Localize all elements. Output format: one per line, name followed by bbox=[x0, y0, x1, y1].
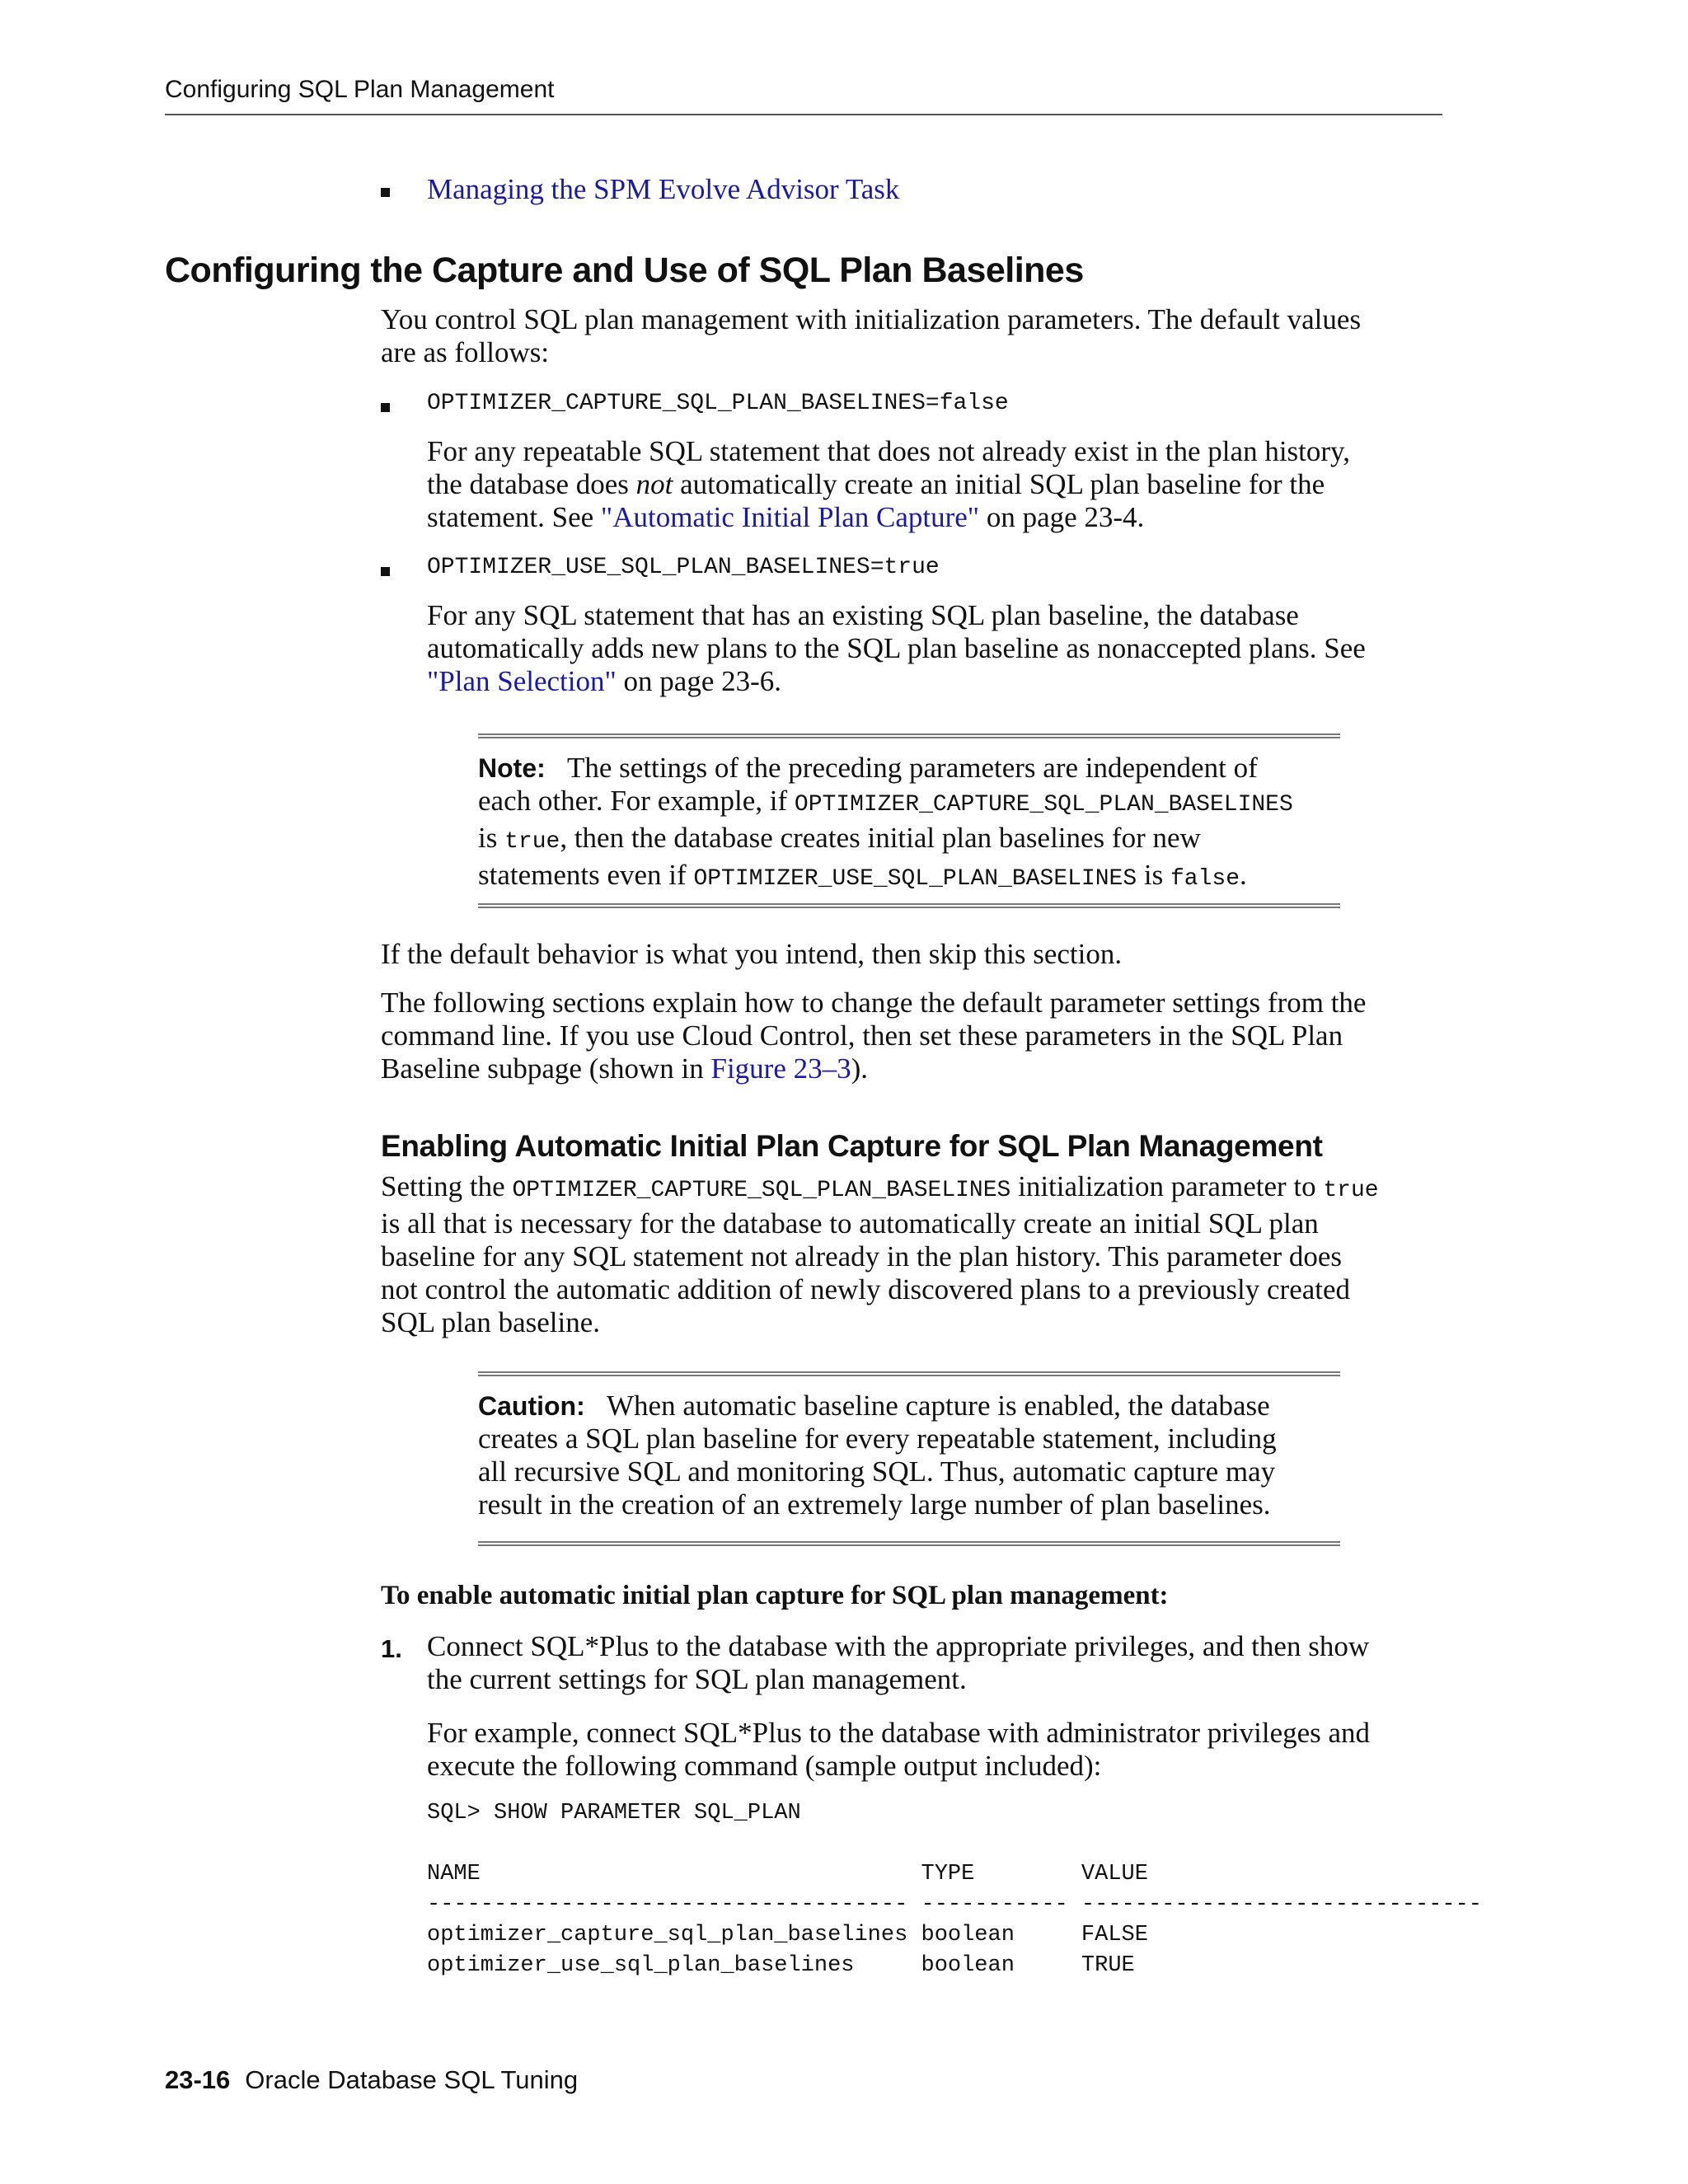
param-use-description bbox=[427, 599, 1366, 698]
subsection-heading: Enabling Automatic Initial Plan Capture for SQL Plan Management bbox=[381, 1129, 1323, 1163]
caution-box bbox=[478, 1371, 1340, 1546]
running-header: Configuring SQL Plan Management bbox=[165, 76, 555, 103]
inline-code: true bbox=[1323, 1178, 1379, 1203]
bullet-icon bbox=[381, 567, 390, 576]
link-plan-selection[interactable]: "Plan Selection" bbox=[427, 665, 617, 697]
step-number: 1. bbox=[381, 1634, 402, 1663]
header-rule bbox=[165, 114, 1442, 115]
note-text: Note: The settings of the preceding parameters are independent of each other. For example, if OPTIMIZER_CAPTURE_SQL_PLAN_BASELINES is true, then the database creates initial plan baselines for new statements even if OPTIMIZER_USE_SQL_PLAN_BASELINES is false. bbox=[478, 752, 1293, 892]
param-capture-line: the database does not automatically create an initial SQL plan baseline for the bbox=[427, 468, 1325, 500]
param-capture-code: OPTIMIZER_CAPTURE_SQL_PLAN_BASELINES=false bbox=[427, 391, 1009, 416]
inline-code: OPTIMIZER_CAPTURE_SQL_PLAN_BASELINES bbox=[512, 1178, 1011, 1203]
caution-text: Caution: When automatic baseline capture is enabled, the database creates a SQL plan baseline for every repeatable statement, including all recursive SQL and monitoring SQL. Thus, automatic capture may result in the creation of an extremely large number of plan baselines. bbox=[478, 1390, 1277, 1521]
toc-link-spm-evolve-advisor[interactable]: Managing the SPM Evolve Advisor Task bbox=[427, 173, 900, 205]
note-label: Note: bbox=[478, 753, 546, 783]
skip-paragraph: If the default behavior is what you intend, then skip this section. bbox=[381, 938, 1123, 970]
following-paragraph: The following sections explain how to change the default parameter settings from the command line. If you use Cloud Control, then set these parameters in the SQL Plan Baseline subpage (shown in Figure 23–3). bbox=[381, 987, 1367, 1085]
bullet-icon bbox=[381, 188, 390, 197]
section-heading: Configuring the Capture and Use of SQL Plan Baselines bbox=[165, 251, 1084, 290]
inline-code: OPTIMIZER_CAPTURE_SQL_PLAN_BASELINES bbox=[794, 792, 1293, 818]
step-1-example: For example, connect SQL*Plus to the database with administrator privileges and execute the following command (sample output included): bbox=[427, 1717, 1371, 1782]
link-figure-23-3[interactable]: Figure 23–3 bbox=[710, 1052, 851, 1085]
emphasis-not: not bbox=[635, 468, 673, 500]
caution-label: Caution: bbox=[478, 1391, 585, 1421]
step-1-text: Connect SQL*Plus to the database with the appropriate privileges, and then show the current settings for SQL plan management. bbox=[427, 1630, 1370, 1695]
param-capture-line: statement. See "Automatic Initial Plan Capture" on page 23-4. bbox=[427, 501, 1145, 533]
inline-code: false bbox=[1170, 866, 1240, 892]
param-capture-line: For any repeatable SQL statement that does not already exist in the plan history, bbox=[427, 435, 1351, 467]
book-title: Oracle Database SQL Tuning bbox=[245, 2065, 579, 2094]
intro-line: are as follows: bbox=[381, 336, 550, 368]
link-automatic-initial-plan-capture[interactable]: "Automatic Initial Plan Capture" bbox=[600, 501, 980, 533]
param-capture-description bbox=[427, 435, 1350, 534]
intro-line: You control SQL plan management with initialization parameters. The default values bbox=[381, 303, 1362, 335]
param-use-line: "Plan Selection" on page 23-6. bbox=[427, 665, 782, 697]
code-example: SQL> SHOW PARAMETER SQL_PLAN NAME TYPE VALUE ------------------------------------ ----------- ------------------------------ optimizer_capture_sql_plan_baselines boolean FALSE optimizer_use_sql_plan_baselines boolean TRUE bbox=[427, 1801, 1483, 1978]
procedure-title: To enable automatic initial plan capture for SQL plan management: bbox=[381, 1581, 1169, 1610]
param-use-line: automatically adds new plans to the SQL plan baseline as nonaccepted plans. See bbox=[427, 632, 1366, 664]
subsection-paragraph: Setting the OPTIMIZER_CAPTURE_SQL_PLAN_BASELINES initialization parameter to true is all that is necessary for the database to automatically create an initial SQL plan baseline for any SQL statement not already in the plan history. This parameter does not control the automatic addition of newly discovered plans to a previously created SQL plan baseline. bbox=[381, 1170, 1379, 1338]
page-footer bbox=[165, 2065, 578, 2095]
note-box bbox=[478, 733, 1340, 908]
param-use-code: OPTIMIZER_USE_SQL_PLAN_BASELINES=true bbox=[427, 555, 940, 580]
intro-paragraph bbox=[381, 303, 1361, 369]
inline-code: OPTIMIZER_USE_SQL_PLAN_BASELINES bbox=[693, 866, 1137, 892]
page-number: 23-16 bbox=[165, 2065, 231, 2094]
param-use-line: For any SQL statement that has an existing SQL plan baseline, the database bbox=[427, 599, 1299, 631]
inline-code: true bbox=[504, 829, 560, 855]
bullet-icon bbox=[381, 403, 390, 412]
